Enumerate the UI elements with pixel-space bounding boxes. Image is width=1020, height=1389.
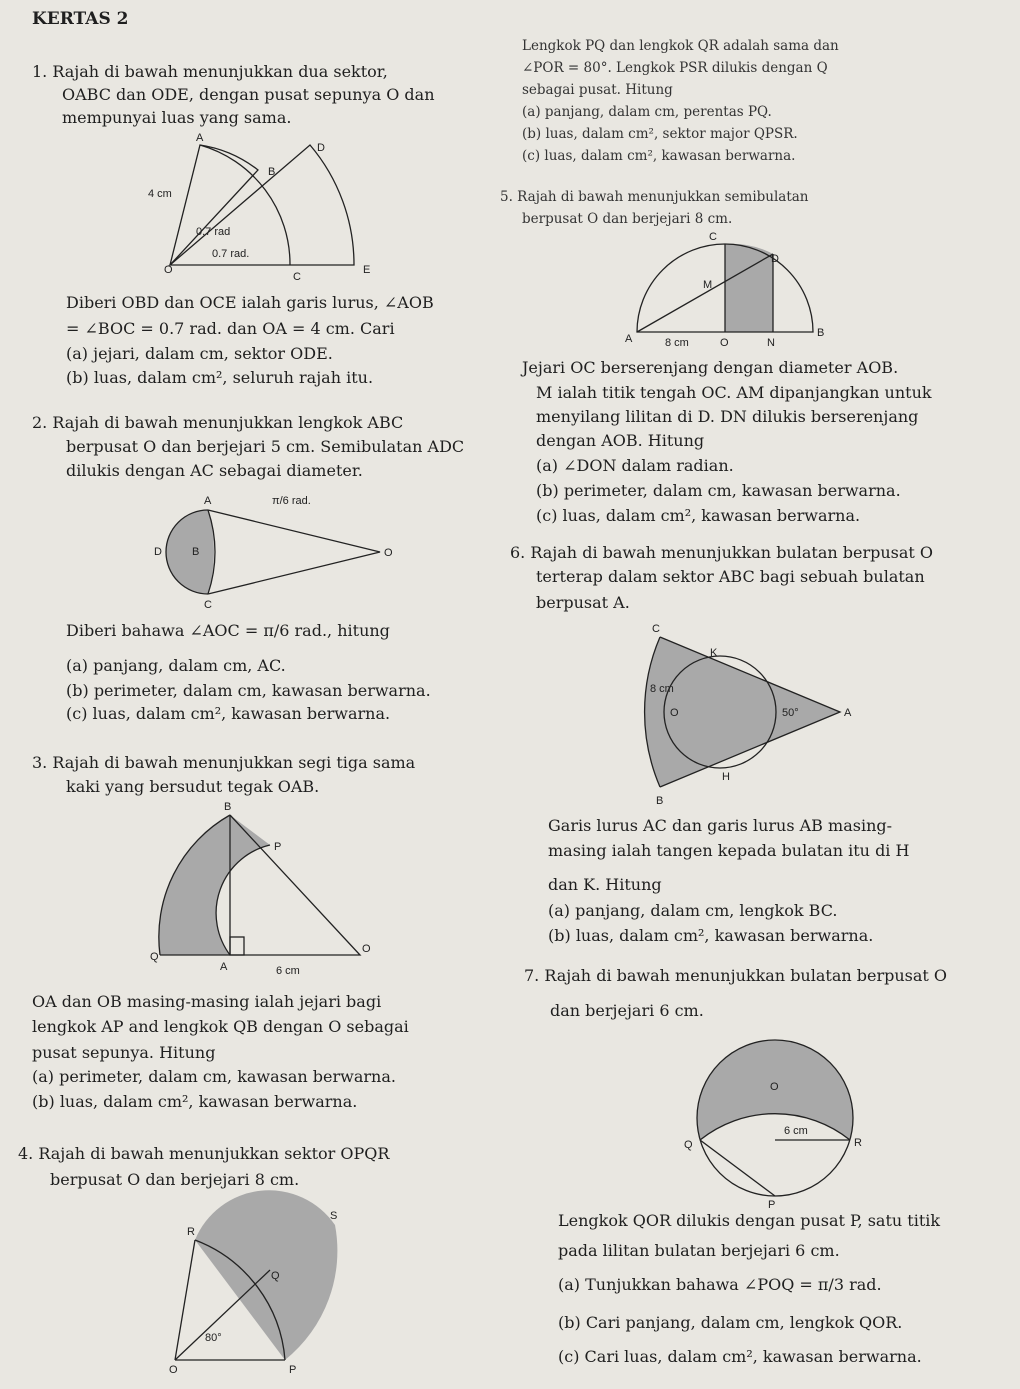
- q5-part-a: (a) ∠DON dalam radian.: [536, 456, 734, 475]
- q6-after-1: Garis lurus AC dan garis lurus AB masing-: [548, 816, 893, 835]
- q4-cont-1: Lengkok PQ dan lengkok QR adalah sama dan: [522, 38, 839, 54]
- q6-label-c: C: [652, 623, 660, 635]
- q1-label-o: O: [164, 264, 173, 276]
- q3-figure: [150, 800, 380, 980]
- q5-label-c: C: [709, 231, 717, 243]
- q1-label-radius: 4 cm: [148, 188, 172, 200]
- q7-line-1: 7. Rajah di bawah menunjukkan bulatan berpusat O: [524, 966, 948, 985]
- q1-sector-ode: [170, 145, 354, 265]
- q7-part-c: (c) Cari luas, dalam cm², kawasan berwarna.: [558, 1347, 922, 1366]
- q1-sector-oabc: [170, 145, 258, 265]
- q3-after-3: pusat sepunya. Hitung: [32, 1043, 216, 1062]
- q2-part-a: (a) panjang, dalam cm, AC.: [66, 656, 286, 675]
- q3-part-a: (a) perimeter, dalam cm, kawasan berwarna.: [32, 1067, 396, 1086]
- q5-label-a: A: [625, 333, 633, 345]
- q3-label-q: Q: [150, 951, 159, 963]
- q4-label-p: P: [289, 1364, 297, 1376]
- q1-label-a: A: [196, 132, 204, 144]
- q6-after-2: masing ialah tangen kepada bulatan itu di H: [548, 841, 910, 860]
- q6-figure: [640, 622, 870, 812]
- q6-line-3: berpusat A.: [536, 593, 630, 612]
- q4-label-s: S: [330, 1210, 338, 1222]
- q3-label-length: 6 cm: [276, 965, 300, 977]
- q1-part-b: (b) luas, dalam cm², seluruh rajah itu.: [66, 368, 374, 387]
- q2-label-b: B: [192, 546, 200, 558]
- q6-label-length: 8 cm: [650, 683, 674, 695]
- q2-line-1: 2. Rajah di bawah menunjukkan lengkok ABC: [32, 413, 404, 432]
- q6-part-a: (a) panjang, dalam cm, lengkok BC.: [548, 901, 838, 920]
- q6-label-k: K: [710, 647, 718, 659]
- q5-label-d: D: [771, 253, 779, 265]
- q2-part-b: (b) perimeter, dalam cm, kawasan berwarna.: [66, 681, 431, 700]
- q1-figure: [140, 132, 380, 285]
- q1-part-a: (a) jejari, dalam cm, sektor ODE.: [66, 344, 333, 363]
- q7-after-2: pada lilitan bulatan berjejari 6 cm.: [558, 1241, 840, 1260]
- q6-label-o: O: [670, 707, 679, 719]
- q5-label-b: B: [817, 327, 825, 339]
- paper-header: KERTAS 2: [32, 9, 129, 29]
- q4-label-q: Q: [271, 1270, 280, 1282]
- q2-part-c: (c) luas, dalam cm², kawasan berwarna.: [66, 704, 391, 723]
- q7-part-a: (a) Tunjukkan bahawa ∠POQ = π/3 rad.: [558, 1275, 882, 1294]
- q4-radius-or: [175, 1240, 195, 1360]
- q3-right-angle-mark: [230, 937, 244, 955]
- q4-figure: [165, 1205, 385, 1380]
- q1-label-d: D: [317, 142, 325, 154]
- q2-label-c: C: [204, 599, 212, 611]
- q2-radii: [208, 510, 380, 594]
- q2-line-3: dilukis dengan AC sebagai diameter.: [66, 461, 363, 480]
- q7-line-2: dan berjejari 6 cm.: [550, 1001, 704, 1020]
- q4-line-2: berpusat O dan berjejari 8 cm.: [50, 1170, 300, 1189]
- q5-label-length: 8 cm: [665, 337, 689, 349]
- q2-given: Diberi bahawa ∠AOC = π/6 rad., hitung: [66, 621, 390, 640]
- q7-part-b: (b) Cari panjang, dalam cm, lengkok QOR.: [558, 1313, 903, 1332]
- q7-label-r: R: [854, 1137, 862, 1149]
- q2-label-d: D: [154, 546, 162, 558]
- q7-label-length: 6 cm: [784, 1125, 808, 1137]
- q7-label-q: Q: [684, 1139, 693, 1151]
- q1-label-angle-2: 0.7 rad.: [212, 248, 250, 260]
- q3-shaded-region: [159, 815, 270, 955]
- q1-given-2: = ∠BOC = 0.7 rad. dan OA = 4 cm. Cari: [66, 319, 395, 338]
- q5-after-3: menyilang lilitan di D. DN dilukis berserenjang: [536, 407, 919, 426]
- q1-label-angle-1: 0.7 rad: [196, 226, 231, 238]
- q5-after-2: M ialah titik tengah OC. AM dipanjangkan untuk: [536, 383, 932, 402]
- q1-given-1: Diberi OBD dan OCE ialah garis lurus, ∠AOB: [66, 293, 434, 312]
- q5-after-1: Jejari OC berserenjang dengan diameter AOB.: [522, 358, 899, 377]
- q4-label-r: R: [187, 1226, 195, 1238]
- q5-part-b: (b) perimeter, dalam cm, kawasan berwarna.: [536, 481, 901, 500]
- q3-line-2: kaki yang bersudut tegak OAB.: [66, 777, 320, 796]
- q3-after-1: OA dan OB masing-masing ialah jejari bagi: [32, 992, 382, 1011]
- q5-line-2: berpusat O dan berjejari 8 cm.: [522, 211, 733, 227]
- q6-label-b: B: [656, 795, 664, 807]
- q5-label-n: N: [767, 337, 775, 349]
- q3-label-o: O: [362, 943, 371, 955]
- q4-label-o: O: [169, 1364, 178, 1376]
- q6-line-1: 6. Rajah di bawah menunjukkan bulatan berpusat O: [510, 543, 934, 562]
- q5-part-c: (c) luas, dalam cm², kawasan berwarna.: [536, 506, 861, 525]
- q4-part-a: (a) panjang, dalam cm, perentas PQ.: [522, 104, 772, 120]
- q5-figure: [625, 232, 845, 352]
- q1-label-c: C: [293, 271, 301, 283]
- q1-label-b: B: [268, 166, 276, 178]
- q4-cont-3: sebagai pusat. Hitung: [522, 82, 673, 98]
- q2-label-angle: π/6 rad.: [272, 495, 311, 507]
- q6-label-a: A: [844, 707, 852, 719]
- q2-shaded-semicircle: [166, 510, 214, 594]
- q5-shaded-region: [725, 244, 773, 332]
- q2-label-a: A: [204, 495, 212, 507]
- q3-after-2: lengkok AP and lengkok QB dengan O sebagai: [32, 1017, 409, 1036]
- q3-label-b: B: [224, 801, 232, 813]
- q4-part-c: (c) luas, dalam cm², kawasan berwarna.: [522, 148, 796, 164]
- q7-figure: [680, 1030, 880, 1210]
- q2-figure: [154, 490, 393, 615]
- q1-label-e: E: [363, 264, 371, 276]
- q7-line-pq: [700, 1140, 775, 1196]
- q4-cont-2: ∠POR = 80°. Lengkok PSR dilukis dengan Q: [522, 60, 828, 76]
- q1-line-1: 1. Rajah di bawah menunjukkan dua sektor,: [32, 62, 388, 81]
- q5-line-1: 5. Rajah di bawah menunjukkan semibulatan: [500, 189, 809, 205]
- q3-part-b: (b) luas, dalam cm², kawasan berwarna.: [32, 1092, 358, 1111]
- q3-line-1: 3. Rajah di bawah menunjukkan segi tiga sama: [32, 753, 416, 772]
- q4-label-angle: 80°: [205, 1332, 222, 1344]
- q4-line-1: 4. Rajah di bawah menunjukkan sektor OPQR: [18, 1144, 390, 1163]
- q2-label-o: O: [384, 547, 393, 559]
- q3-label-p: P: [274, 841, 282, 853]
- q6-part-b: (b) luas, dalam cm², kawasan berwarna.: [548, 926, 874, 945]
- q6-after-3: dan K. Hitung: [548, 875, 662, 894]
- q3-label-a: A: [220, 961, 228, 973]
- q1-line-2: OABC dan ODE, dengan pusat sepunya O dan: [62, 85, 435, 104]
- q5-after-4: dengan AOB. Hitung: [536, 431, 705, 450]
- q7-after-1: Lengkok QOR dilukis dengan pusat P, satu titik: [558, 1211, 941, 1230]
- q1-arc-abc: [200, 145, 290, 265]
- q6-label-angle: 50°: [782, 707, 799, 719]
- q5-label-m: M: [703, 279, 713, 291]
- q2-line-2: berpusat O dan berjejari 5 cm. Semibulatan ADC: [66, 437, 465, 456]
- q7-label-p: P: [768, 1199, 776, 1211]
- q6-label-h: H: [722, 771, 730, 783]
- q1-line-3: mempunyai luas yang sama.: [62, 108, 292, 127]
- q6-line-2: terterap dalam sektor ABC bagi sebuah bulatan: [536, 567, 925, 586]
- q4-part-b: (b) luas, dalam cm², sektor major QPSR.: [522, 126, 798, 142]
- q5-label-o: O: [720, 337, 729, 349]
- q7-label-o: O: [770, 1081, 779, 1093]
